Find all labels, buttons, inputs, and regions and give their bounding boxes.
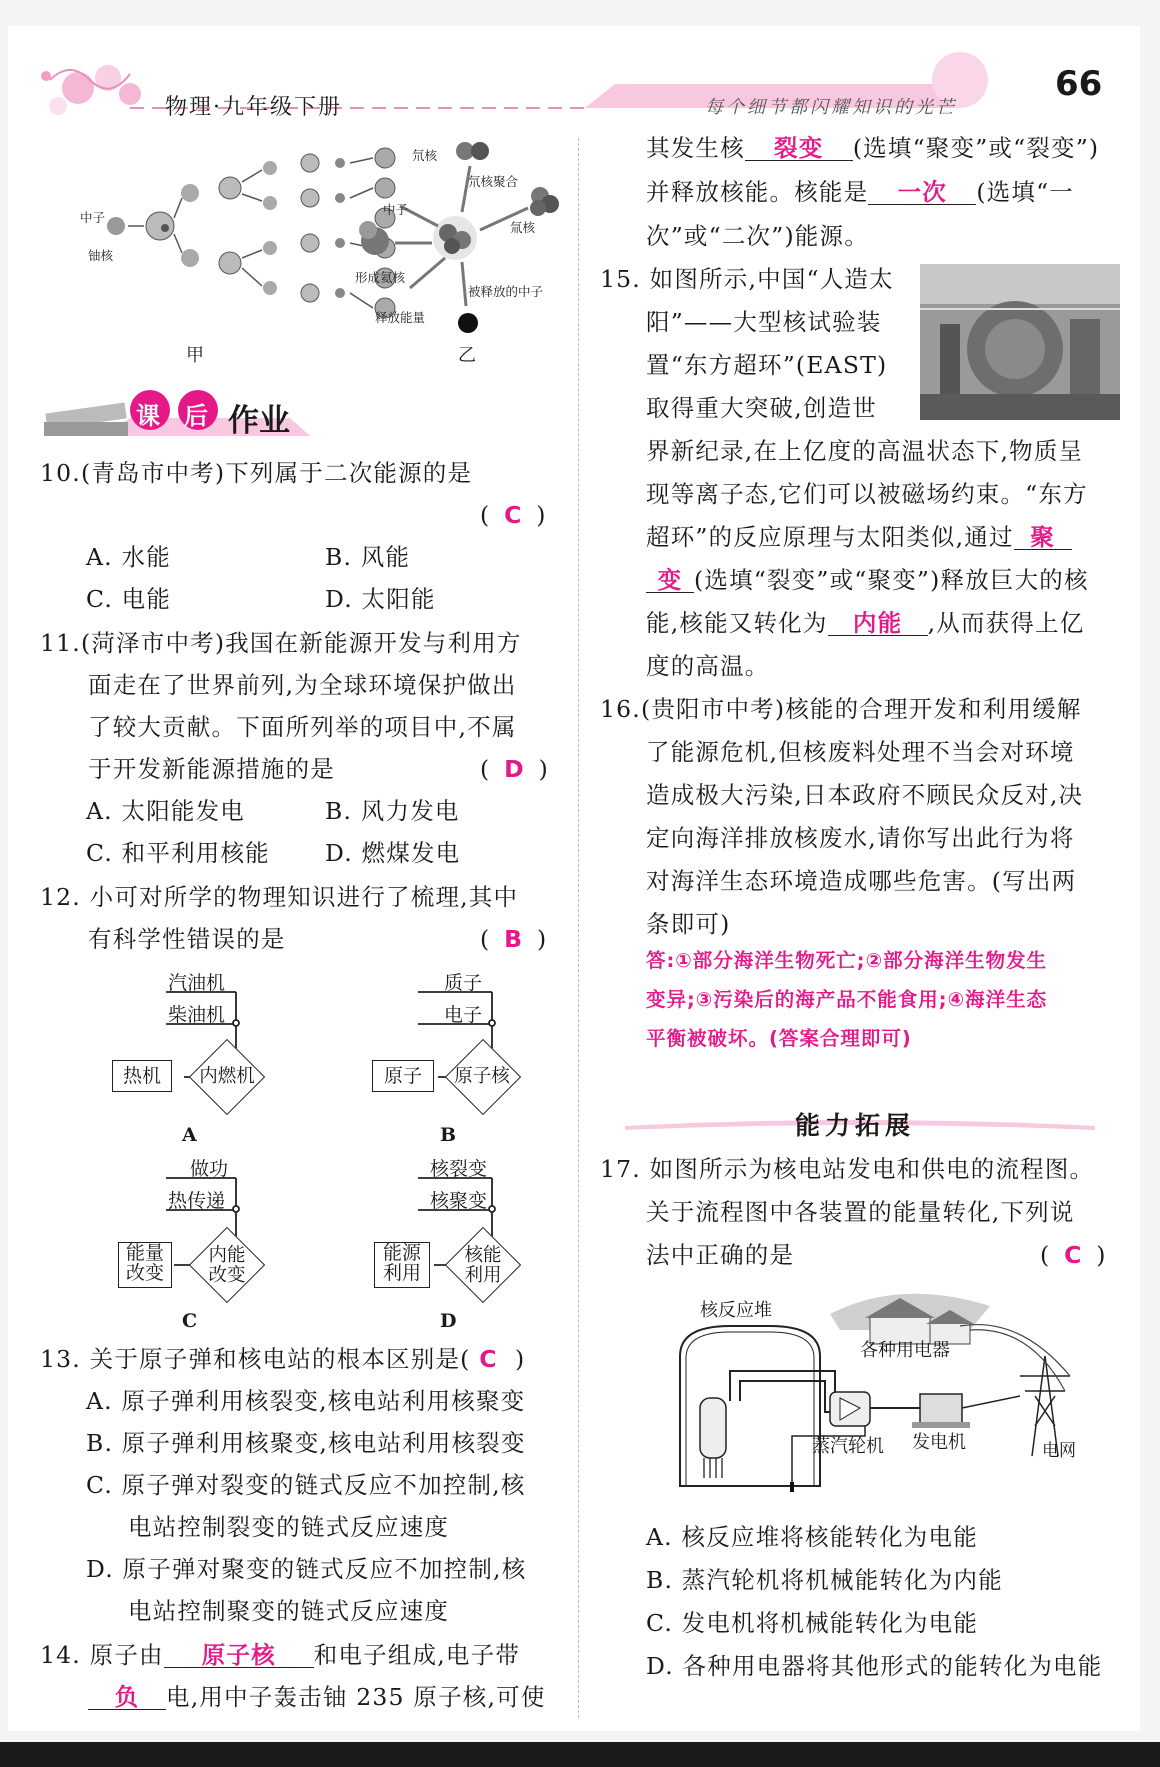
q13-option-a: A. 原子弹利用核裂变,核电站利用核聚变 bbox=[86, 1387, 526, 1415]
q10-option-b: B. 风能 bbox=[325, 543, 411, 571]
q12a-top2: 柴油机 bbox=[168, 1004, 226, 1026]
label-helium: 形成氦核 bbox=[355, 270, 406, 285]
q17-label-reactor: 核反应堆 bbox=[700, 1300, 772, 1321]
q12c-center bbox=[207, 1246, 247, 1286]
q12d-top2: 核聚变 bbox=[430, 1190, 488, 1212]
q13-stem-text: 13. 关于原子弹和核电站的根本区别是( bbox=[40, 1345, 471, 1373]
q12-answer-paren: ( B ) bbox=[480, 925, 547, 953]
q11-answer: D bbox=[504, 755, 524, 783]
q17-option-d: D. 各种用电器将其他形式的能转化为电能 bbox=[646, 1652, 1103, 1680]
q14-p4: 其发生核 bbox=[646, 134, 745, 162]
q14-p3: 电,用中子轰击铀 235 原子核,可使 bbox=[166, 1683, 546, 1711]
q13-option-d: D. 原子弹对聚变的链式反应不加控制,核 bbox=[86, 1555, 527, 1583]
q11-line-3: 了较大贡献。下面所列举的项目中,不属 bbox=[88, 713, 517, 741]
label-energy: 释放能量 bbox=[375, 310, 426, 325]
q12a-top1: 汽油机 bbox=[168, 972, 226, 994]
q15-blank-2: 内能 bbox=[828, 611, 928, 636]
label-fusion: 氘核聚合 bbox=[468, 174, 519, 189]
q15-line-5: 界新纪录,在上亿度的高温状态下,物质呈 bbox=[646, 437, 1084, 465]
label-neutron-left: 中子 bbox=[80, 210, 106, 225]
q12d-left-l2: 利用 bbox=[382, 1262, 421, 1284]
caption-jia: 甲 bbox=[186, 345, 204, 366]
q14-line-2 bbox=[88, 1684, 546, 1710]
q14-p1: 14. 原子由 bbox=[40, 1641, 164, 1669]
q15-blank-1a: 聚 bbox=[1014, 525, 1072, 550]
label-uranium: 铀核 bbox=[88, 248, 114, 263]
q17-label-grid: 电网 bbox=[1042, 1441, 1076, 1461]
q13-answer: C bbox=[479, 1345, 498, 1373]
east-tokamak-photo bbox=[920, 264, 1120, 420]
q15-line-7 bbox=[646, 524, 1072, 550]
q15-line-6: 现等离子态,它们可以被磁场约束。“东方 bbox=[646, 480, 1088, 508]
q17-option-a: A. 核反应堆将核能转化为电能 bbox=[646, 1523, 978, 1551]
q12b-center: 原子核 bbox=[454, 1066, 510, 1087]
q11-option-c: C. 和平利用核能 bbox=[86, 839, 270, 867]
q12d-tag: D bbox=[440, 1310, 457, 1332]
q15-line-1: 15. 如图所示,中国“人造太 bbox=[600, 265, 894, 293]
q11-answer-paren: ( D ) bbox=[480, 755, 548, 783]
q12c-center-l1: 内能 bbox=[208, 1245, 246, 1266]
flower-ornament-icon bbox=[41, 65, 141, 115]
q11-option-b: B. 风力发电 bbox=[325, 797, 460, 825]
q12a-center: 内燃机 bbox=[199, 1066, 255, 1087]
q11-line-2: 面走在了世界前列,为全球环境保护做出 bbox=[88, 671, 517, 699]
q14-line-5: 次”或“二次”)能源。 bbox=[646, 222, 869, 250]
q10-option-a: A. 水能 bbox=[86, 543, 171, 571]
q15-line-8 bbox=[646, 567, 1089, 593]
q12b-top2: 电子 bbox=[444, 1004, 483, 1026]
q10-answer: C bbox=[504, 501, 522, 529]
q13-option-c: C. 原子弹对裂变的链式反应不加控制,核 bbox=[86, 1471, 526, 1499]
q13-option-d-cont: 电站控制聚变的链式反应速度 bbox=[128, 1597, 450, 1625]
q15-line-8-text: (选填“裂变”或“聚变”)释放巨大的核 bbox=[694, 566, 1089, 594]
q12c-top1: 做功 bbox=[190, 1158, 229, 1180]
q14-line-4 bbox=[646, 179, 1074, 205]
q10-option-c: C. 电能 bbox=[86, 585, 172, 613]
q12d-center-l2: 利用 bbox=[464, 1265, 502, 1286]
q14-blank-4: 一次 bbox=[868, 180, 976, 205]
homework-char-1: 课 bbox=[136, 402, 160, 430]
q14-p2: 和电子组成,电子带 bbox=[313, 1641, 521, 1669]
page-number: 66 bbox=[1055, 64, 1103, 104]
q17-option-c: C. 发电机将机械能转化为电能 bbox=[646, 1609, 979, 1637]
q10-stem: 10.(青岛市中考)下列属于二次能源的是 bbox=[40, 459, 473, 487]
q15-line-10: 度的高温。 bbox=[646, 652, 770, 680]
q12c-left-l2: 改变 bbox=[125, 1262, 164, 1284]
q16-line-2: 了能源危机,但核废料处理不当会对环境 bbox=[646, 738, 1075, 766]
q16-answer-line-1: 答:①部分海洋生物死亡;②部分海洋生物发生 bbox=[646, 949, 1048, 972]
label-deuterium: 氘核 bbox=[412, 148, 438, 163]
homework-char-2: 后 bbox=[184, 402, 208, 430]
q12d-center-l1: 核能 bbox=[464, 1245, 502, 1266]
label-tritium: 氚核 bbox=[510, 220, 536, 235]
q12b-top1: 质子 bbox=[444, 972, 483, 994]
q14-line-3 bbox=[646, 135, 1099, 161]
q17-label-turbine: 蒸汽轮机 bbox=[812, 1436, 884, 1457]
bottom-bar bbox=[0, 1742, 1160, 1767]
q12c-center-l2: 改变 bbox=[208, 1265, 246, 1286]
q12-line-2: 有科学性错误的是 bbox=[88, 925, 286, 953]
q12d-center bbox=[463, 1246, 503, 1286]
q15-blank-1b: 变 bbox=[646, 568, 694, 593]
q17-line-2: 关于流程图中各装置的能量转化,下列说 bbox=[646, 1198, 1075, 1226]
caption-yi: 乙 bbox=[458, 345, 476, 366]
q12d-left-box bbox=[374, 1242, 430, 1288]
q14-line-1 bbox=[40, 1642, 520, 1668]
q12c-left-l1: 能量 bbox=[125, 1242, 164, 1264]
q17-answer-paren: ( C ) bbox=[1040, 1241, 1106, 1269]
q15-line-9a: 能,核能又转化为 bbox=[646, 609, 828, 637]
q15-line-3: 置“东方超环”(EAST) bbox=[646, 351, 888, 379]
q17-line-1: 17. 如图所示为核电站发电和供电的流程图。 bbox=[600, 1155, 1095, 1183]
q12d-left-l1: 能源 bbox=[382, 1242, 421, 1264]
q15-line-7-text: 超环”的反应原理与太阳类似,通过 bbox=[646, 523, 1014, 551]
book-title: 物理·九年级下册 bbox=[165, 95, 342, 120]
header-slogan: 每个细节都闪耀知识的光芒 bbox=[705, 97, 957, 118]
q14-blank-1: 原子核 bbox=[164, 1643, 314, 1668]
q11-line-4: 于开发新能源措施的是 bbox=[88, 755, 335, 783]
column-divider bbox=[578, 138, 579, 1718]
q17-option-b: B. 蒸汽轮机将机械能转化为内能 bbox=[646, 1566, 1003, 1594]
q15-line-9b: ,从而获得上亿 bbox=[927, 609, 1085, 637]
label-released-neutron: 被释放的中子 bbox=[468, 284, 544, 299]
homework-title: 作业 bbox=[228, 403, 290, 439]
q12-line-1: 12. 小可对所学的物理知识进行了梳理,其中 bbox=[40, 883, 519, 911]
q12c-left-box bbox=[118, 1242, 172, 1288]
q14-p6: 并释放核能。核能是 bbox=[646, 178, 869, 206]
q17-line-3: 法中正确的是 bbox=[646, 1241, 795, 1269]
q10-option-d: D. 太阳能 bbox=[325, 585, 436, 613]
q13-option-b: B. 原子弹利用核聚变,核电站利用核裂变 bbox=[86, 1429, 526, 1457]
q12a-tag: A bbox=[182, 1124, 197, 1146]
q14-p7: (选填“一 bbox=[976, 178, 1074, 206]
books-icon bbox=[44, 403, 128, 436]
q15-line-4: 取得重大突破,创造世 bbox=[646, 394, 877, 422]
q16-answer-line-2: 变异;③污染后的海产品不能食用;④海洋生态 bbox=[646, 988, 1048, 1011]
q12a-left-box: 热机 bbox=[112, 1060, 172, 1092]
q15-line-2: 阳”——大型核试验装 bbox=[646, 308, 882, 336]
q13-stem: 13. 关于原子弹和核电站的根本区别是( C ) bbox=[40, 1345, 526, 1373]
q14-blank-2: 负 bbox=[88, 1685, 166, 1710]
q12b-left-box: 原子 bbox=[372, 1060, 434, 1092]
q12-answer: B bbox=[504, 925, 523, 953]
q13-option-c-cont: 电站控制裂变的链式反应速度 bbox=[128, 1513, 450, 1541]
q14-blank-3: 裂变 bbox=[745, 136, 853, 161]
ability-title: 能力拓展 bbox=[795, 1111, 916, 1140]
q11-option-a: A. 太阳能发电 bbox=[86, 797, 246, 825]
q16-line-3: 造成极大污染,日本政府不顾民众反对,决 bbox=[646, 781, 1084, 809]
q16-answer-line-3: 平衡被破坏。(答案合理即可) bbox=[646, 1027, 912, 1050]
q11-line-1: 11.(菏泽市中考)我国在新能源开发与利用方 bbox=[40, 629, 522, 657]
q16-line-6: 条即可) bbox=[646, 910, 731, 938]
q12b-tag: B bbox=[440, 1124, 457, 1146]
q17-answer: C bbox=[1064, 1241, 1082, 1269]
q16-line-5: 对海洋生态环境造成哪些危害。(写出两 bbox=[646, 867, 1077, 895]
q17-label-generator: 发电机 bbox=[912, 1432, 966, 1453]
q10-answer-paren: ( C ) bbox=[480, 501, 546, 529]
q16-line-4: 定向海洋排放核废水,请你写出此行为将 bbox=[646, 824, 1075, 852]
q12c-tag: C bbox=[182, 1310, 198, 1332]
q15-line-9 bbox=[646, 610, 1084, 636]
q14-p5: (选填“聚变”或“裂变”) bbox=[852, 134, 1100, 162]
q11-option-d: D. 燃煤发电 bbox=[325, 839, 461, 867]
q12d-top1: 核裂变 bbox=[430, 1158, 488, 1180]
q16-line-1: 16.(贵阳市中考)核能的合理开发和利用缓解 bbox=[600, 695, 1082, 723]
label-neutron-right: 中子 bbox=[383, 202, 409, 217]
q17-label-appliances: 各种用电器 bbox=[860, 1340, 950, 1361]
q12c-top2: 热传递 bbox=[168, 1190, 226, 1212]
